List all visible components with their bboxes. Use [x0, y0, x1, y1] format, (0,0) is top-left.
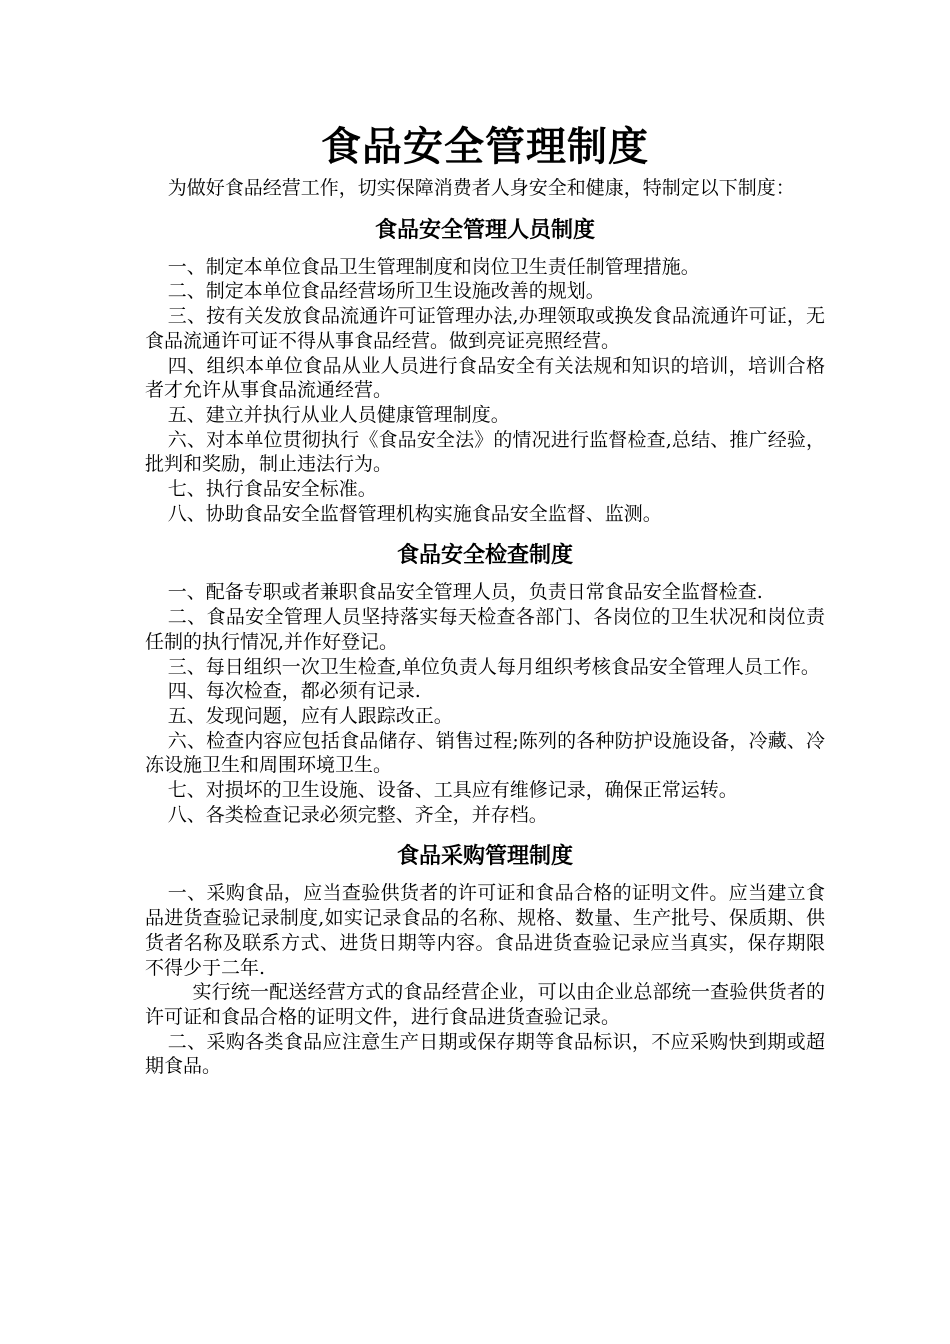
paragraph: 二、制定本单位食品经营场所卫生设施改善的规划。: [167, 280, 605, 303]
section-title-personnel: 食品安全管理人员制度: [374, 216, 595, 243]
section-title-inspection: 食品安全检查制度: [396, 542, 573, 569]
paragraph: 五、发现问题，应有人跟踪改正。: [167, 704, 453, 727]
paragraph: 二、食品安全管理人员坚持落实每天检查各部门、各岗位的卫生状况和岗位责任制的执行情况,并作好登记。: [145, 606, 825, 653]
paragraph: 八、各类检查记录必须完整、齐全，并存档。: [167, 803, 548, 826]
paragraph: 四、组织本单位食品从业人员进行食品安全有关法规和知识的培训，培训合格者才允许从事食品流通经营。: [145, 354, 825, 402]
paragraph: 一、采购食品，应当查验供货者的许可证和食品合格的证明文件。应当建立食品进货查验记录制度,如实记录食品的名称、规格、数量、生产批号、保质期、供货者名称及联系方式、进货日期等内容。食品进货查验记录应当真实，保存期限不得少于二年.: [145, 882, 825, 979]
paragraph: 二、采购各类食品应注意生产日期或保存期等食品标识，不应采购快到期或超期食品。: [145, 1030, 825, 1078]
paragraph: 七、执行食品安全标准。: [167, 478, 377, 501]
paragraph: 八、协助食品安全监督管理机构实施食品安全监督、监测。: [167, 502, 662, 525]
paragraph: 三、按有关发放食品流通许可证管理办法,办理领取或换发食品流通许可证，无食品流通许可证不得从事食品经营。做到亮证亮照经营。: [145, 305, 825, 352]
paragraph: 四、每次检查，都必须有记录.: [167, 680, 421, 703]
document-title: 食品安全管理制度: [321, 123, 649, 170]
paragraph: 一、制定本单位食品卫生管理制度和岗位卫生责任制管理措施。: [167, 255, 700, 278]
paragraph: 实行统一配送经营方式的食品经营企业，可以由企业总部统一查验供货者的许可证和食品合格的证明文件，进行食品进货查验记录。: [145, 981, 825, 1028]
paragraph: 三、每日组织一次卫生检查,单位负责人每月组织考核食品安全管理人员工作。: [167, 655, 820, 678]
paragraph: 七、对损坏的卫生设施、设备、工具应有维修记录，确保正常运转。: [167, 779, 738, 802]
document-page: [145, 120, 825, 1079]
section-title-procurement: 食品采购管理制度: [396, 843, 573, 870]
paragraph: 六、检查内容应包括食品储存、销售过程;陈列的各种防护设施设备，冷藏、冷冻设施卫生和周围环境卫生。: [145, 729, 825, 777]
paragraph: 五、建立并执行从业人员健康管理制度。: [167, 403, 510, 426]
paragraph: 一、配备专职或者兼职食品安全管理人员，负责日常食品安全监督检查.: [167, 581, 763, 604]
intro-paragraph: 为做好食品经营工作，切实保障消费者人身安全和健康，特制定以下制度：: [167, 177, 795, 199]
paragraph: 六、对本单位贯彻执行《食品安全法》的情况进行监督检查,总结、推广经验，批判和奖励，制止违法行为。: [145, 428, 825, 476]
